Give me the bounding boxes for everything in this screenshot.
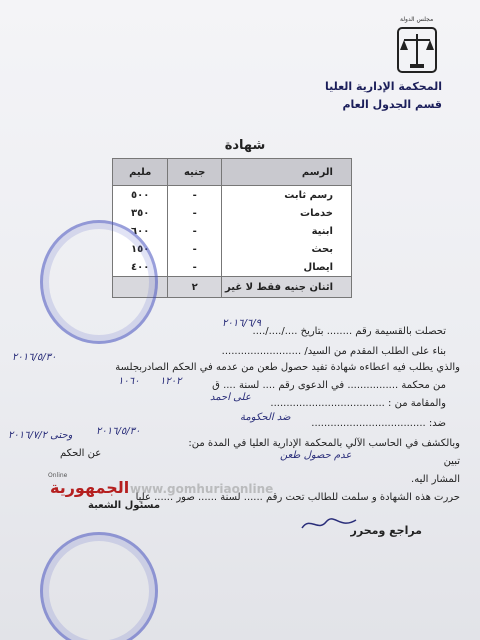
table-row [113, 186, 352, 205]
responsible-label: مسئول الشعبة [88, 500, 161, 511]
official-stamp-bottom [40, 532, 158, 640]
total-pound: ٢ [168, 277, 222, 298]
watermark-online: Online [48, 472, 68, 479]
case-number: ١٢٠٢ [160, 376, 182, 387]
website-watermark: www.gomhuriaonline [130, 482, 274, 496]
row-pound: - [168, 258, 222, 277]
total-item: اثنان جنيه فقط لا غير [222, 277, 352, 298]
department-name: قسم الجدول العام [342, 98, 442, 111]
row-pound: - [168, 186, 222, 205]
request-line: بناء على الطلب المقدم من السيد/ ......................... [221, 346, 446, 357]
purpose-line: والذي يطلب فيه اعطاءه شهادة تفيد حصول طعن من عدمه في الحكم الصادربجلسة [115, 362, 460, 373]
defendant-name: ضد الحكومة [240, 412, 291, 423]
search-line: وبالكشف في الحاسب الآلي بالمحكمة الإدارية العليا في المدة من: [188, 438, 460, 449]
defendant-line: ضد: .................................... [311, 418, 446, 429]
case-year: ١٠٦٠ [118, 376, 140, 387]
plaintiff-line: والمقامة من : .................................... [270, 398, 446, 409]
receipt-line: تحصلت بالقسيمة رقم ........ بتاريخ ..../..../.... [252, 326, 446, 337]
header-millime: مليم [113, 159, 168, 186]
row-pound: - [168, 222, 222, 240]
hearing-date: ٢٠١٦/٥/٣٠ [12, 352, 57, 363]
document-title: شهادة [224, 138, 266, 153]
court-name: المحكمة الإدارية العليا [324, 80, 442, 93]
header-item: الرسم [222, 159, 352, 186]
row-item: بحث [222, 240, 352, 258]
judgment-label: عن الحكم [60, 448, 102, 459]
row-millime: ٣٥٠ [113, 204, 168, 222]
finding-label: تبين [443, 456, 460, 467]
official-stamp [40, 220, 158, 344]
row-pound: - [168, 204, 222, 222]
issuance-line: حررت هذه الشهادة و سلمت للطالب تحت رقم ...... لسنة ...... صور ...... عليا [135, 492, 460, 503]
fees-table-header [113, 159, 352, 186]
header-pound: جنيه [168, 159, 222, 186]
row-millime: ٥٠٠ [113, 186, 168, 205]
row-item: ابنية [222, 222, 352, 240]
table-row [113, 204, 352, 222]
state-council-logo [392, 18, 442, 76]
reviewer-label: مراجع ومحرر [350, 524, 422, 537]
row-millime: ٤٠٠ [113, 258, 168, 277]
table-row [113, 222, 352, 240]
plaintiff-name: على احمد [210, 392, 251, 403]
row-item: خدمات [222, 204, 352, 222]
period-from: ٢٠١٦/٥/٣٠ [96, 426, 141, 437]
row-item: رسم ثابت [222, 186, 352, 205]
row-millime: ٦٠٠ [113, 222, 168, 240]
reference-line: المشار اليه. [411, 474, 460, 485]
row-millime: ١٥٠ [113, 240, 168, 258]
period-to: وحتى ٢٠١٦/٧/٢ [8, 430, 73, 441]
watermark-logo: الجمهورية [50, 478, 130, 497]
receipt-date: ٢٠١٦/٦/٩ [222, 318, 261, 329]
row-item: ايصال [222, 258, 352, 277]
finding-text: عدم حصول طعن [280, 450, 352, 461]
row-pound: - [168, 240, 222, 258]
logo-caption: مجلس الدولة [400, 16, 434, 23]
court-line: من محكمة ................ في الدعوى رقم .... لسنة .... ق [212, 380, 446, 391]
